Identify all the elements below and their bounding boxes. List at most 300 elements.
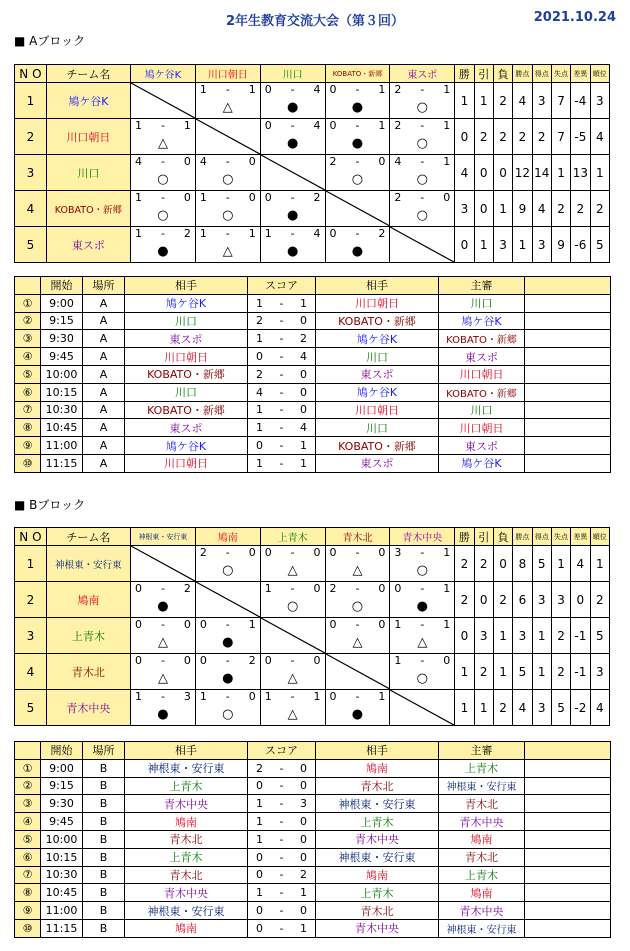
stat-d: 2 bbox=[474, 119, 493, 155]
stat-pts: 5 bbox=[513, 654, 532, 690]
match-team2: 鳩ケ谷K bbox=[316, 383, 439, 401]
score-dash: - bbox=[279, 886, 284, 900]
match-time: 11:00 bbox=[41, 437, 83, 455]
standings-header-row bbox=[15, 65, 610, 83]
match-team2: 青木北 bbox=[316, 777, 439, 795]
result-mark: △ bbox=[222, 244, 233, 259]
score-against: 2 bbox=[313, 191, 321, 204]
score-dash: - bbox=[290, 83, 295, 96]
result-cell bbox=[131, 690, 196, 726]
score-dash: - bbox=[279, 868, 284, 882]
stat-gf: 5 bbox=[532, 546, 551, 582]
result-score bbox=[390, 83, 454, 97]
score-dash: - bbox=[279, 332, 284, 346]
header-score: スコア bbox=[248, 277, 316, 295]
match-blank bbox=[525, 777, 611, 795]
score-against: 0 bbox=[313, 654, 321, 667]
score-for: 3 bbox=[394, 546, 402, 559]
match-referee: 川口朝日 bbox=[439, 365, 525, 383]
stat-l: 2 bbox=[493, 690, 512, 726]
score-away: 0 bbox=[299, 779, 307, 793]
match-team1: 鳩南 bbox=[125, 813, 248, 831]
match-team1: 鳩ケ谷K bbox=[125, 294, 248, 312]
result-cell bbox=[390, 654, 455, 690]
match-score-text bbox=[248, 851, 315, 864]
score-dash: - bbox=[420, 191, 425, 204]
match-time: 9:30 bbox=[41, 795, 83, 813]
stat-d: 3 bbox=[474, 618, 493, 654]
match-score-text bbox=[248, 368, 315, 381]
score-dash: - bbox=[355, 690, 360, 703]
score-dash: - bbox=[279, 385, 284, 399]
score-home: 0 bbox=[256, 868, 263, 882]
result-score bbox=[261, 546, 325, 560]
score-dash: - bbox=[225, 690, 230, 703]
diagonal-line bbox=[261, 618, 325, 653]
standings-header-row bbox=[15, 528, 610, 546]
match-blank bbox=[525, 348, 611, 366]
score-against: 0 bbox=[248, 690, 256, 703]
result-content bbox=[196, 618, 260, 653]
result-mark: ○ bbox=[157, 208, 169, 223]
result-content bbox=[326, 546, 390, 581]
result-mark: ○ bbox=[416, 563, 428, 578]
score-dash: - bbox=[279, 761, 284, 775]
result-content bbox=[196, 155, 260, 190]
header-gf: 得点 bbox=[532, 528, 551, 546]
row-team-name: KOBATO・新郷 bbox=[46, 191, 130, 227]
score-home: 1 bbox=[256, 886, 263, 900]
match-index: ⑨ bbox=[15, 437, 41, 455]
row-no: 2 bbox=[15, 119, 47, 155]
match-score-text bbox=[248, 403, 315, 416]
match-team1: 青木北 bbox=[125, 866, 248, 884]
standings-row bbox=[15, 83, 610, 119]
match-time: 10:00 bbox=[41, 830, 83, 848]
schedule-row bbox=[15, 884, 611, 902]
match-referee: 川口 bbox=[439, 401, 525, 419]
result-mark: ● bbox=[157, 599, 169, 614]
row-team-name: 上青木 bbox=[46, 618, 130, 654]
result-content bbox=[326, 618, 390, 653]
header-pts: 勝点 bbox=[513, 65, 532, 83]
result-cell bbox=[325, 690, 390, 726]
stat-l: 0 bbox=[493, 155, 512, 191]
header-ga: 失点 bbox=[551, 65, 570, 83]
match-index: ⑤ bbox=[15, 830, 41, 848]
match-score-text bbox=[248, 868, 315, 881]
score-for: 1 bbox=[135, 191, 143, 204]
match-time: 11:15 bbox=[41, 919, 83, 937]
stat-gd: 2 bbox=[571, 191, 590, 227]
header-team2: 相手 bbox=[316, 742, 439, 760]
score-dash: - bbox=[279, 439, 284, 453]
match-score-text bbox=[248, 297, 315, 310]
score-home: 1 bbox=[256, 797, 263, 811]
score-against: 0 bbox=[183, 618, 191, 631]
match-score bbox=[248, 866, 316, 884]
match-blank bbox=[525, 813, 611, 831]
match-place: B bbox=[83, 866, 125, 884]
result-mark: ● bbox=[157, 244, 169, 259]
result-score bbox=[196, 690, 260, 704]
score-for: 1 bbox=[199, 191, 207, 204]
match-time: 10:00 bbox=[41, 365, 83, 383]
stat-l: 1 bbox=[493, 654, 512, 690]
result-mark: △ bbox=[287, 707, 298, 722]
score-for: 0 bbox=[199, 654, 207, 667]
score-dash: - bbox=[355, 83, 360, 96]
score-dash: - bbox=[420, 83, 425, 96]
header-no: N O bbox=[15, 65, 47, 83]
match-team1: 上青木 bbox=[125, 848, 248, 866]
score-for: 1 bbox=[394, 618, 402, 631]
score-dash: - bbox=[160, 690, 165, 703]
match-team2: 青木北 bbox=[316, 902, 439, 920]
score-dash: - bbox=[355, 582, 360, 595]
score-against: 4 bbox=[313, 119, 321, 132]
header-gd: 差異 bbox=[571, 528, 590, 546]
match-team2: 鳩南 bbox=[316, 759, 439, 777]
score-dash: - bbox=[355, 227, 360, 240]
match-index: ② bbox=[15, 777, 41, 795]
score-for: 1 bbox=[199, 690, 207, 703]
header-opponent: 青木中央 bbox=[390, 528, 455, 546]
match-time: 10:45 bbox=[41, 884, 83, 902]
result-mark: △ bbox=[157, 671, 168, 686]
match-blank bbox=[525, 454, 611, 472]
result-cell bbox=[390, 618, 455, 654]
match-team2: 川口朝日 bbox=[316, 401, 439, 419]
match-blank bbox=[525, 401, 611, 419]
header-opponent: 東スポ bbox=[390, 65, 455, 83]
diagonal-line bbox=[196, 582, 260, 617]
score-for: 0 bbox=[329, 690, 337, 703]
match-place: B bbox=[83, 777, 125, 795]
result-score bbox=[261, 654, 325, 668]
match-referee: 東スポ bbox=[439, 437, 525, 455]
result-cell bbox=[325, 155, 390, 191]
schedule-row bbox=[15, 348, 611, 366]
match-score-text bbox=[248, 922, 315, 935]
stat-pts: 12 bbox=[513, 155, 532, 191]
score-dash: - bbox=[420, 155, 425, 168]
match-team2: 青木中央 bbox=[316, 919, 439, 937]
result-score bbox=[131, 582, 195, 596]
result-score bbox=[131, 618, 195, 632]
score-dash: - bbox=[160, 155, 165, 168]
stat-gd: 4 bbox=[571, 546, 590, 582]
match-time: 9:45 bbox=[41, 348, 83, 366]
match-time: 10:30 bbox=[41, 401, 83, 419]
stat-d: 0 bbox=[474, 155, 493, 191]
score-for: 1 bbox=[264, 582, 272, 595]
match-team1: 川口 bbox=[125, 312, 248, 330]
header-gd: 差異 bbox=[571, 65, 590, 83]
result-mark: ○ bbox=[416, 208, 428, 223]
score-dash: - bbox=[279, 921, 284, 935]
score-dash: - bbox=[225, 227, 230, 240]
row-team-name: 鳩ケ谷K bbox=[46, 83, 130, 119]
result-score bbox=[196, 618, 260, 632]
score-against: 0 bbox=[183, 155, 191, 168]
match-team2: 東スポ bbox=[316, 365, 439, 383]
score-dash: - bbox=[160, 618, 165, 631]
score-dash: - bbox=[225, 83, 230, 96]
stat-l: 2 bbox=[493, 119, 512, 155]
result-score bbox=[390, 155, 454, 169]
match-time: 10:15 bbox=[41, 383, 83, 401]
result-score bbox=[196, 227, 260, 241]
stat-w: 3 bbox=[455, 191, 474, 227]
score-dash: - bbox=[279, 832, 284, 846]
result-content bbox=[390, 155, 454, 190]
match-score-text bbox=[248, 833, 315, 846]
score-for: 0 bbox=[135, 618, 143, 631]
result-mark: ● bbox=[351, 100, 364, 115]
match-blank bbox=[525, 419, 611, 437]
match-time: 9:15 bbox=[41, 777, 83, 795]
result-mark: △ bbox=[287, 671, 298, 686]
result-content bbox=[261, 191, 325, 226]
result-mark: ● bbox=[222, 671, 234, 686]
result-content bbox=[390, 83, 454, 118]
score-home: 0 bbox=[256, 850, 263, 864]
result-content bbox=[261, 119, 325, 154]
match-time: 9:30 bbox=[41, 330, 83, 348]
match-score-text bbox=[248, 797, 315, 810]
stat-rank: 4 bbox=[590, 119, 609, 155]
score-dash: - bbox=[355, 155, 360, 168]
stat-gd: -1 bbox=[571, 654, 590, 690]
match-blank bbox=[525, 383, 611, 401]
score-dash: - bbox=[279, 779, 284, 793]
match-score-text bbox=[248, 815, 315, 828]
match-place: A bbox=[83, 401, 125, 419]
result-cell bbox=[260, 546, 325, 582]
match-team1: 鳩南 bbox=[125, 919, 248, 937]
match-index: ⑩ bbox=[15, 919, 41, 937]
result-content bbox=[131, 618, 195, 653]
match-score bbox=[248, 795, 316, 813]
result-cell bbox=[325, 119, 390, 155]
result-cell bbox=[325, 582, 390, 618]
stat-l: 2 bbox=[493, 83, 512, 119]
standings-row bbox=[15, 618, 610, 654]
schedule-row bbox=[15, 419, 611, 437]
result-mark: △ bbox=[157, 635, 168, 650]
match-index: ⑤ bbox=[15, 365, 41, 383]
match-score bbox=[248, 419, 316, 437]
standings-row bbox=[15, 155, 610, 191]
header-opponent: 青木北 bbox=[325, 528, 390, 546]
result-content bbox=[131, 227, 195, 262]
score-against: 0 bbox=[443, 654, 451, 667]
standings-row bbox=[15, 227, 610, 263]
event-date: 2021.10.24 bbox=[533, 10, 616, 25]
result-mark: ● bbox=[351, 136, 364, 151]
score-dash: - bbox=[279, 904, 284, 918]
stat-rank: 5 bbox=[590, 227, 609, 263]
score-dash: - bbox=[279, 797, 284, 811]
score-away: 1 bbox=[299, 886, 307, 900]
header-blank bbox=[525, 742, 611, 760]
result-mark: △ bbox=[352, 563, 363, 578]
match-time: 9:00 bbox=[41, 294, 83, 312]
score-away: 1 bbox=[299, 296, 307, 310]
match-referee: KOBATO・新郷 bbox=[439, 330, 525, 348]
result-mark: ● bbox=[286, 244, 299, 259]
standings-row bbox=[15, 546, 610, 582]
result-score bbox=[390, 582, 454, 596]
stat-w: 1 bbox=[455, 83, 474, 119]
score-away: 0 bbox=[299, 761, 307, 775]
stat-ga: 2 bbox=[551, 654, 570, 690]
match-score bbox=[248, 813, 316, 831]
score-against: 1 bbox=[443, 119, 451, 132]
match-blank bbox=[525, 830, 611, 848]
score-for: 2 bbox=[329, 582, 337, 595]
result-score bbox=[390, 618, 454, 632]
header-win: 勝 bbox=[455, 65, 474, 83]
result-score bbox=[261, 83, 325, 97]
score-for: 1 bbox=[135, 227, 143, 240]
row-no: 5 bbox=[15, 227, 47, 263]
score-away: 1 bbox=[299, 456, 307, 470]
stat-gf: 1 bbox=[532, 654, 551, 690]
diagonal-line bbox=[390, 690, 454, 725]
match-place: A bbox=[83, 383, 125, 401]
diagonal-line bbox=[261, 155, 325, 190]
stat-ga: 7 bbox=[551, 83, 570, 119]
match-team1: KOBATO・新郷 bbox=[125, 401, 248, 419]
match-time: 10:45 bbox=[41, 419, 83, 437]
match-score bbox=[248, 348, 316, 366]
stat-gd: -1 bbox=[571, 618, 590, 654]
result-mark: ○ bbox=[416, 671, 428, 686]
match-referee: 川口朝日 bbox=[439, 419, 525, 437]
match-score bbox=[248, 383, 316, 401]
score-for: 1 bbox=[135, 690, 143, 703]
result-mark: ● bbox=[351, 244, 364, 259]
score-dash: - bbox=[225, 654, 230, 667]
header-index bbox=[15, 277, 41, 295]
result-content bbox=[390, 618, 454, 653]
match-team1: 川口朝日 bbox=[125, 348, 248, 366]
self-match-cell bbox=[195, 582, 260, 618]
header-draw: 引 bbox=[474, 65, 493, 83]
header-win: 勝 bbox=[455, 528, 474, 546]
header-rank: 順位 bbox=[590, 528, 609, 546]
match-place: B bbox=[83, 902, 125, 920]
result-mark: ○ bbox=[351, 599, 364, 614]
result-mark: △ bbox=[157, 136, 168, 151]
self-match-cell bbox=[260, 155, 325, 191]
score-against: 4 bbox=[313, 83, 321, 96]
match-blank bbox=[525, 759, 611, 777]
standings-row bbox=[15, 191, 610, 227]
result-score bbox=[261, 582, 325, 596]
result-cell bbox=[131, 119, 196, 155]
score-against: 0 bbox=[313, 582, 321, 595]
stat-w: 2 bbox=[455, 582, 474, 618]
result-content bbox=[131, 654, 195, 689]
score-against: 0 bbox=[313, 546, 321, 559]
result-mark: ○ bbox=[157, 172, 169, 187]
match-time: 9:00 bbox=[41, 759, 83, 777]
stat-d: 1 bbox=[474, 690, 493, 726]
match-place: A bbox=[83, 437, 125, 455]
result-cell bbox=[195, 83, 260, 119]
score-against: 1 bbox=[313, 690, 321, 703]
match-score bbox=[248, 884, 316, 902]
score-for: 0 bbox=[329, 119, 337, 132]
match-index: ① bbox=[15, 759, 41, 777]
result-content bbox=[390, 582, 454, 617]
match-place: B bbox=[83, 884, 125, 902]
stat-gd: 0 bbox=[571, 582, 590, 618]
match-place: A bbox=[83, 348, 125, 366]
score-dash: - bbox=[225, 546, 230, 559]
result-content bbox=[326, 155, 390, 190]
match-referee: 神根東・安行東 bbox=[439, 777, 525, 795]
match-score bbox=[248, 848, 316, 866]
result-score bbox=[196, 546, 260, 560]
match-referee: 鳩ケ谷K bbox=[439, 312, 525, 330]
stat-d: 1 bbox=[474, 83, 493, 119]
score-for: 0 bbox=[264, 191, 272, 204]
score-against: 1 bbox=[443, 83, 451, 96]
result-mark: ● bbox=[157, 707, 169, 722]
match-team2: 上青木 bbox=[316, 884, 439, 902]
score-against: 2 bbox=[378, 227, 386, 240]
result-mark: ● bbox=[286, 100, 299, 115]
row-team-name: 青木北 bbox=[46, 654, 130, 690]
match-score-text bbox=[248, 457, 315, 470]
schedule-row bbox=[15, 454, 611, 472]
block-a-label: ■ Aブロック bbox=[14, 34, 86, 48]
match-score bbox=[248, 902, 316, 920]
score-dash: - bbox=[290, 582, 295, 595]
result-content bbox=[390, 654, 454, 689]
result-cell bbox=[325, 227, 390, 263]
match-score bbox=[248, 401, 316, 419]
result-cell bbox=[325, 83, 390, 119]
header-opponent: 鳩南 bbox=[195, 528, 260, 546]
result-mark: ● bbox=[416, 599, 428, 614]
score-away: 0 bbox=[299, 367, 307, 381]
score-dash: - bbox=[160, 582, 165, 595]
score-home: 0 bbox=[256, 921, 263, 935]
schedule-header-row bbox=[15, 742, 611, 760]
score-for: 2 bbox=[329, 155, 337, 168]
result-score bbox=[131, 654, 195, 668]
header-score: スコア bbox=[248, 742, 316, 760]
stat-gf: 3 bbox=[532, 690, 551, 726]
match-score-text bbox=[248, 350, 315, 363]
result-content bbox=[261, 582, 325, 617]
score-away: 0 bbox=[299, 832, 307, 846]
match-team2: 東スポ bbox=[316, 454, 439, 472]
stat-l: 0 bbox=[493, 546, 512, 582]
block-b-schedule-table bbox=[14, 741, 611, 938]
score-dash: - bbox=[420, 654, 425, 667]
schedule-row bbox=[15, 401, 611, 419]
score-dash: - bbox=[290, 191, 295, 204]
stat-pts: 1 bbox=[513, 227, 532, 263]
match-team2: 鳩南 bbox=[316, 866, 439, 884]
result-mark: ● bbox=[286, 208, 299, 223]
